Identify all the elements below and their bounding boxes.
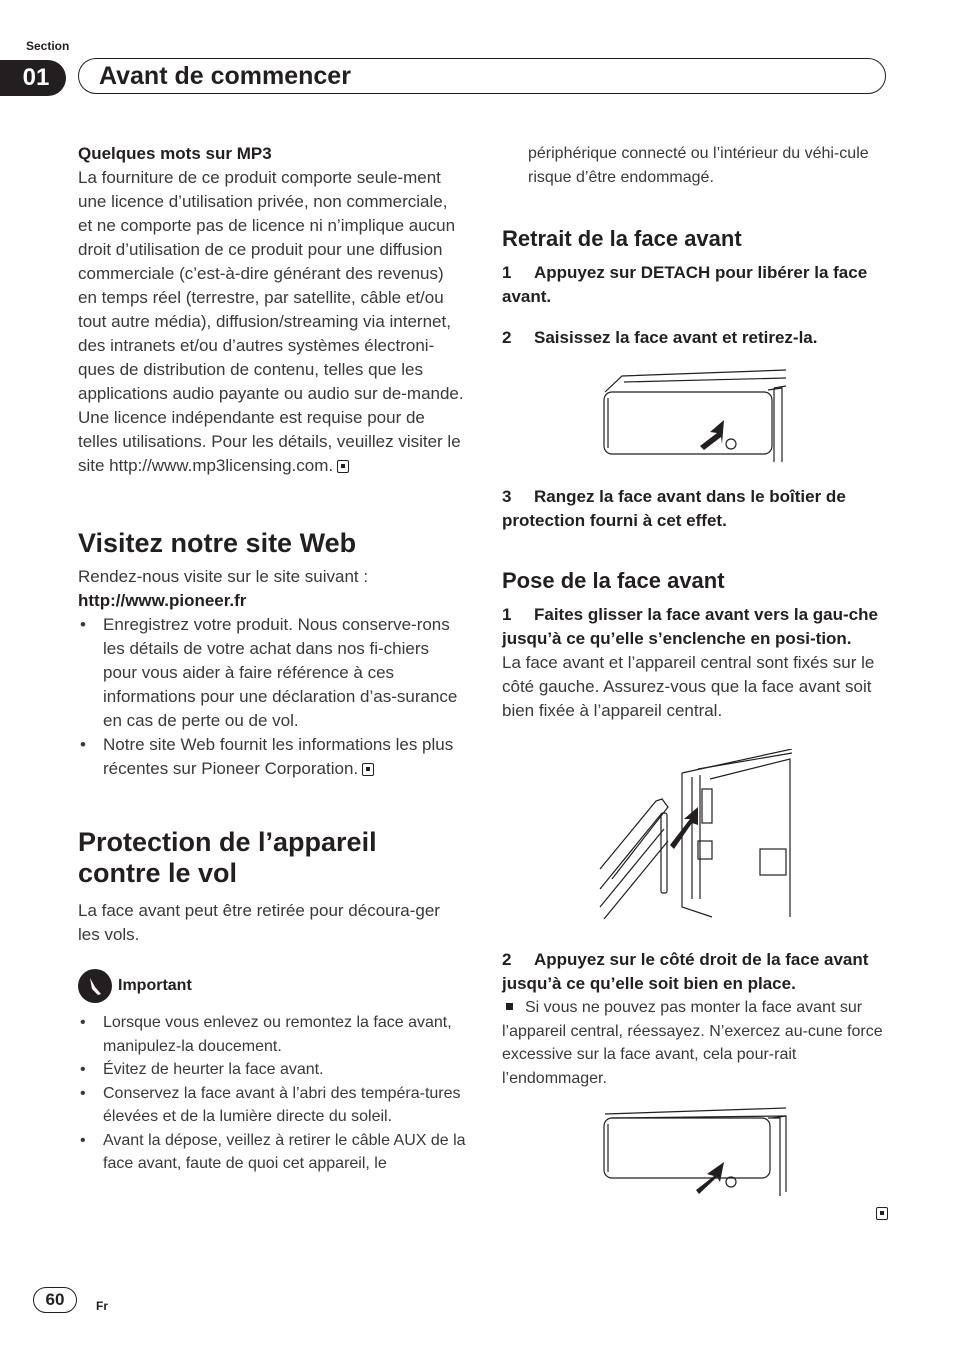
section-title-text: Avant de commencer <box>99 61 351 90</box>
list-item-text: Notre site Web fournit les informations les plus récentes sur Pioneer Corporation. <box>103 735 454 778</box>
bullet-icon: • <box>80 1014 86 1031</box>
list-item <box>78 1082 466 1129</box>
web-bullet-list <box>78 613 466 781</box>
retrait-step-3 <box>502 485 884 533</box>
press-right-illustration <box>502 1104 884 1204</box>
list-item <box>78 1058 466 1082</box>
note-square-icon <box>506 1003 513 1010</box>
list-item <box>78 1129 466 1176</box>
bullet-icon: • <box>80 1131 86 1149</box>
web-heading: Visitez notre site Web <box>78 528 357 558</box>
mp3-body <box>78 166 466 478</box>
list-item <box>78 613 466 733</box>
end-mark-icon <box>337 460 349 473</box>
section-label: Section <box>26 39 70 53</box>
list-item-text: Évitez de heurter la face avant. <box>103 1061 324 1078</box>
section-number: 01 <box>0 60 66 96</box>
step-number: 3 <box>502 487 512 506</box>
detach-illustration <box>502 362 884 462</box>
list-item-text: Lorsque vous enlevez ou remontez la face avant, manipulez-la doucement. <box>103 1014 452 1055</box>
pose-note <box>502 996 884 1090</box>
web-intro: Rendez-nous visite sur le site suivant : <box>78 567 369 586</box>
important-notice <box>78 969 466 1003</box>
step-number: 1 <box>502 605 512 624</box>
step-number: 1 <box>502 263 512 282</box>
retrait-step-2 <box>502 326 884 350</box>
bullet-icon: • <box>80 1084 86 1102</box>
mp3-heading: Quelques mots sur MP3 <box>78 144 272 163</box>
section-title <box>78 58 886 94</box>
left-column <box>78 142 466 1176</box>
pen-icon <box>84 975 106 997</box>
pose-step-2 <box>502 948 884 996</box>
important-bullet-list <box>78 1011 466 1176</box>
bullet-icon: • <box>80 615 86 634</box>
bullet-icon: • <box>80 735 86 754</box>
retrait-step-1 <box>502 261 884 309</box>
pose-step-1 <box>502 603 884 651</box>
important-icon <box>78 969 112 1003</box>
page-number: 60 <box>33 1287 77 1313</box>
bullet-icon: • <box>80 1061 86 1078</box>
step-text: Faites glisser la face avant vers la gau-che jusqu’à ce qu’elle s’enclenche en posi-tion. <box>502 605 878 648</box>
step-text: Appuyez sur le côté droit de la face avant jusqu’à ce qu’elle soit bien en place. <box>502 950 869 993</box>
web-url-link[interactable]: http://www.pioneer.fr <box>78 591 247 610</box>
right-column <box>502 142 884 1209</box>
pose-step-1-body: La face avant et l’appareil central sont fixés sur le côté gauche. Assurez-vous que la face avant soit bien fixée à l’appareil central. <box>502 653 875 720</box>
list-item <box>78 1011 466 1058</box>
protection-heading <box>78 827 466 889</box>
retrait-heading: Retrait de la face avant <box>502 226 742 251</box>
list-item <box>78 733 466 781</box>
step-text: Appuyez sur DETACH pour libérer la face avant. <box>502 263 868 306</box>
mp3-body-text: La fourniture de ce produit comporte seule-ment une licence d’utilisation privée, non commerciale, et ne comporte pas de licence ni n’implique aucun droit d’utilisation de ce produit pour une diffusion commerciale (c’est-à-dire générant des revenus) en temps réel (terrestre, par satellite, câble et/ou tout autre média), diffusion/streaming via internet, des intranets et/ou d’autres systèmes électroni-ques de distribution de contenu, telles que les applications audio payante ou audio sur de-mande. Une licence indépendante est requise pour de telles utilisations. Pour les détails, veuillez visiter le site http://www.mp3licensing.com. <box>78 168 464 475</box>
step-text: Saisissez la face avant et retirez-la. <box>534 328 818 347</box>
end-mark-icon <box>876 1207 888 1220</box>
end-mark-icon <box>362 763 374 776</box>
language-code: Fr <box>96 1299 108 1313</box>
pose-heading: Pose de la face avant <box>502 568 725 593</box>
protection-intro: La face avant peut être retirée pour découra-ger les vols. <box>78 901 440 944</box>
protection-continuation: périphérique connecté ou l’intérieur du véhi-cule risque d’être endommagé. <box>528 145 869 186</box>
protection-heading-line2: contre le vol <box>78 858 238 888</box>
important-label: Important <box>118 977 192 994</box>
pose-note-text: Si vous ne pouvez pas monter la face avant sur l’appareil central, réessayez. N’exercez au-cune force excessive sur la face avant, cela pour-rait l’endommager. <box>502 999 883 1087</box>
step-number: 2 <box>502 328 512 347</box>
list-item-text: Avant la dépose, veillez à retirer le câble AUX de la face avant, faute de quoi cet appareil, le <box>103 1131 466 1172</box>
step-text: Rangez la face avant dans le boîtier de protection fourni à cet effet. <box>502 487 846 530</box>
protection-heading-line1: Protection de l’appareil <box>78 827 377 857</box>
step-number: 2 <box>502 950 512 969</box>
attach-left-illustration <box>502 749 884 919</box>
list-item-text: Conservez la face avant à l’abri des tempéra-tures élevées et de la lumière directe du soleil. <box>103 1084 461 1125</box>
list-item-text: Enregistrez votre produit. Nous conserve-rons les détails de votre achat dans nos fi-chiers pour vous aider à faire référence à ces informations pour une déclaration d’as-surance en cas de perte ou de vol. <box>103 615 458 730</box>
